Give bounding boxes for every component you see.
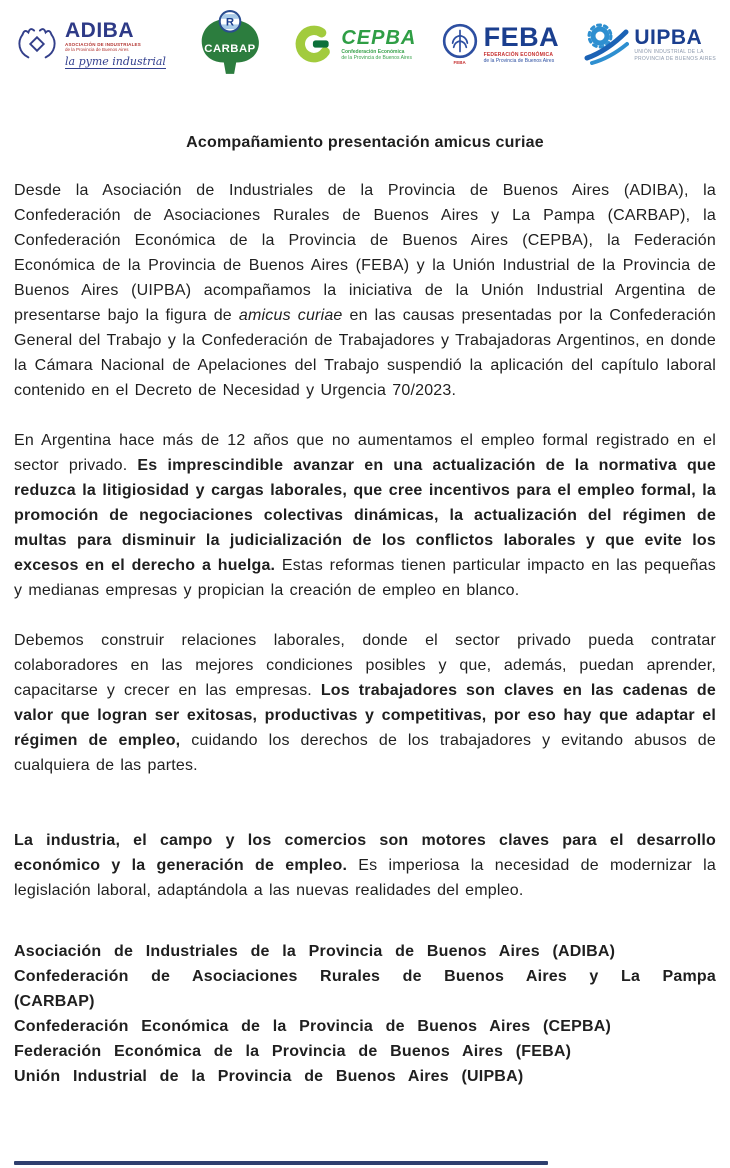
- signature-line-adiba: Asociación de Industriales de la Provincia de Buenos Aires (ADIBA): [14, 943, 616, 960]
- carbap-emblem-letter: R: [226, 16, 235, 29]
- adiba-wordmark: ADIBA: [65, 18, 134, 42]
- adiba-subtitle: ASOCIACIÓN DE INDUSTRIALES: [65, 41, 141, 47]
- adiba-subtitle-2: de la Provincia de Buenos Aires: [65, 47, 129, 52]
- paragraph-industry: [14, 828, 716, 903]
- cepba-wordmark: CEPBA: [341, 26, 417, 49]
- adiba-hands-icon: [14, 23, 60, 65]
- paragraph-labor-relations: [14, 628, 716, 778]
- uipba-wordmark: UIPBA: [634, 25, 703, 49]
- feba-subtitle: FEDERACIÓN ECONÓMICA: [483, 52, 554, 58]
- text-run: cuidando los derechos de los trabajadores y evitando abusos de cualquiera de las partes.: [14, 732, 716, 774]
- cutoff-text-line: [14, 1161, 548, 1165]
- feba-wordmark: FEBA: [483, 22, 560, 52]
- text-run: Debemos construir relaciones laborales, donde el sector privado pueda contratar colaboradores en las mejores condiciones posibles y que, además, puedan aprender, capacitarse y crecer en las empresas.: [14, 632, 716, 699]
- text-run: Desde la Asociación de Industriales de la Provincia de Buenos Aires (ADIBA), la Confederación de Asociaciones Rurales de Buenos Aires y La Pampa (CARBAP), la Confederación Económica de la Provincia de Buenos Aires (CEPBA), la Federación Económica de la Provincia de Buenos Aires (FEBA) y la Unión Industrial de la Provincia de Buenos Aires (UIPBA) acompañamos la iniciativa de la Unión Industrial Argentina de presentarse bajo la figura de: [14, 182, 716, 324]
- feba-emblem-text: FEBA: [453, 60, 466, 66]
- uipba-subtitle-2: PROVINCIA DE BUENOS AIRES: [634, 55, 716, 62]
- paragraph-intro: [14, 178, 716, 403]
- feba-wheat-emblem-icon: [441, 22, 479, 60]
- text-run: En Argentina hace más de 12 años que no aumentamos el empleo formal registrado en el sector privado.: [14, 432, 716, 474]
- cepba-logo: [294, 23, 416, 65]
- signature-block: [14, 939, 716, 1089]
- uipba-gear-swoosh-icon: [583, 23, 629, 65]
- cepba-c-icon: [294, 23, 336, 65]
- adiba-logo: [14, 20, 166, 69]
- cepba-subtitle-2: de la Provincia de Buenos Aires: [341, 54, 412, 61]
- signature-line-carbap: Confederación de Asociaciones Rurales de Buenos Aires y La Pampa (CARBAP): [14, 968, 716, 1010]
- cepba-subtitle: Confederación Económica: [341, 48, 405, 55]
- adiba-tagline: la pyme industrial: [65, 54, 166, 68]
- feba-subtitle-2: de la Provincia de Buenos Aires: [483, 58, 555, 64]
- carbap-wordmark: CARBAP: [204, 43, 256, 56]
- text-run: Es imprescindible avanzar en una actualización de la normativa que reduzca la litigiosidad y cargas laborales, que cree incentivos para el empleo formal, la promoción de negociaciones colectivas dinámicas, la actualización del régimen de multas para disminuir la judicialización de los conflictos laborales y que evite los excesos en el derecho a huelga.: [14, 457, 716, 574]
- logo-strip: [0, 0, 730, 78]
- text-run: en las causas presentadas por la Confederación General del Trabajo y la Confederación de Trabajadores y Trabajadoras Argentinos, en donde la Cámara Nacional de Apelaciones del Trabajo suspendió la aplicación del capítulo laboral contenido en el Decreto de Necesidad y Urgencia 70/2023.: [14, 307, 716, 399]
- carbap-tree-icon: [190, 9, 270, 79]
- uipba-subtitle: UNIÓN INDUSTRIAL DE LA: [634, 48, 704, 55]
- text-run: Los trabajadores son claves en las cadenas de valor que logran ser exitosas, productivas y competitivas, por eso hay que adaptar el régimen de empleo,: [14, 682, 716, 749]
- carbap-logo: [190, 9, 270, 79]
- text-run: La industria, el campo y los comercios son motores claves para el desarrollo económico y la generación de empleo.: [14, 832, 716, 874]
- text-run: Estas reformas tienen particular impacto en las pequeñas y medianas empresas y propician la creación de empleo en blanco.: [14, 557, 716, 599]
- document-body: [0, 134, 730, 1089]
- signature-line-cepba: Confederación Económica de la Provincia de Buenos Aires (CEPBA): [14, 1018, 612, 1035]
- feba-logo: [441, 22, 560, 66]
- signature-line-uipba: Unión Industrial de la Provincia de Buenos Aires (UIPBA): [14, 1068, 524, 1085]
- text-run: amicus curiae: [238, 307, 343, 324]
- text-run: Es imperiosa la necesidad de modernizar la legislación laboral, adaptándola a las nuevas realidades del empleo.: [14, 857, 717, 899]
- uipba-logo: [583, 23, 716, 65]
- signature-line-feba: Federación Económica de la Provincia de Buenos Aires (FEBA): [14, 1043, 572, 1060]
- paragraph-employment: [14, 428, 716, 603]
- document-title: Acompañamiento presentación amicus curiae: [186, 134, 544, 151]
